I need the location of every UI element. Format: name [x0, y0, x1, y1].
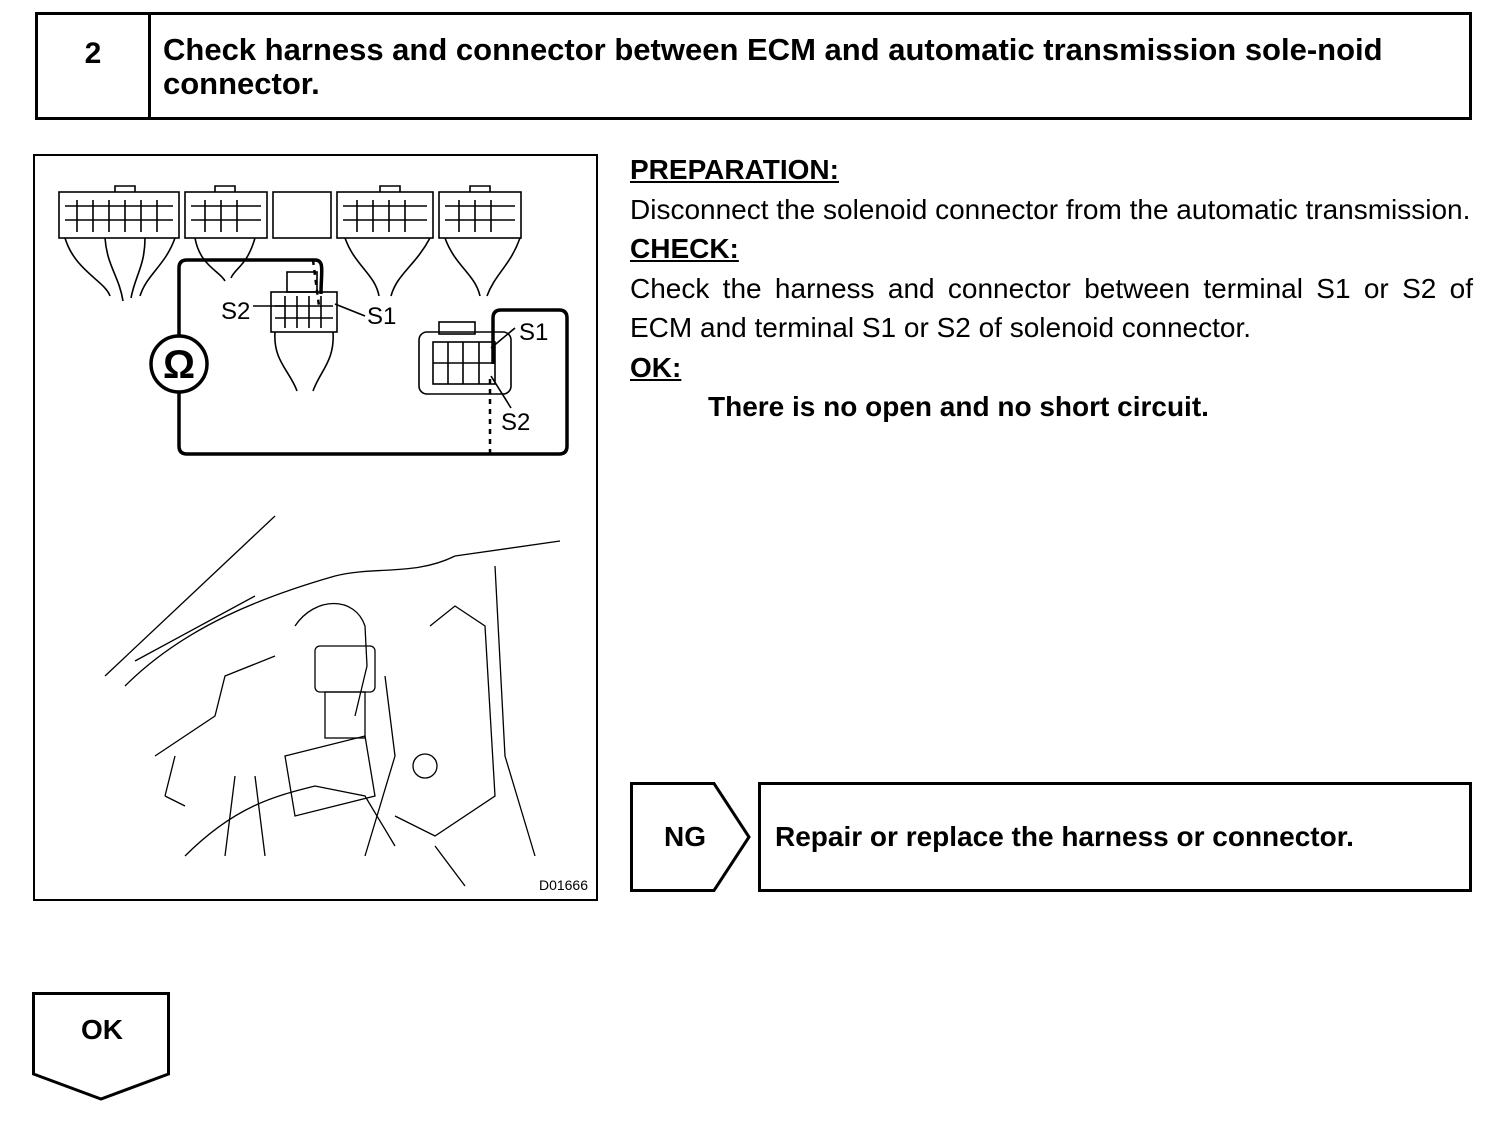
step-header: [35, 12, 1472, 120]
transmission-sketch: [105, 516, 560, 886]
ng-branch-tag: [630, 782, 752, 892]
solenoid-s1-label: S1: [519, 319, 549, 346]
instructions: [630, 150, 1473, 427]
figure-code: D01666: [538, 877, 588, 893]
ng-label: NG: [664, 821, 706, 852]
ohm-symbol: Ω: [162, 343, 196, 387]
ok-heading: OK:: [630, 351, 682, 383]
ecm-connector: [271, 272, 337, 391]
wiring-illustration: [33, 154, 598, 901]
ok-label: OK: [81, 1014, 123, 1045]
solenoid-s2-label: S2: [501, 409, 531, 436]
ecm-connector-bank: [59, 186, 521, 301]
ok-criteria: There is no open and no short circuit.: [708, 391, 1209, 422]
check-text: Check the harness and connector between terminal S1 or S2 of ECM and terminal S1 or S2 of solenoid connector.: [630, 272, 1473, 343]
ok-arrow-shape: [32, 992, 172, 1102]
ecm-s1-label: S1: [367, 303, 397, 330]
ok-branch-tag: [32, 992, 172, 1102]
check-heading: CHECK:: [630, 233, 739, 264]
preparation-text: Disconnect the solenoid connector from the automatic transmission.: [630, 193, 1471, 225]
ecm-s2-label: S2: [221, 298, 251, 325]
solenoid-connector: [419, 322, 511, 394]
preparation-heading: PREPARATION:: [630, 154, 839, 185]
connector-diagram: [35, 156, 596, 899]
step-title: Check harness and connector between ECM and automatic transmission sole-noid connector.: [163, 32, 1383, 101]
step-number: 2: [38, 15, 151, 117]
ng-action-box: Repair or replace the harness or connector.: [758, 782, 1472, 892]
